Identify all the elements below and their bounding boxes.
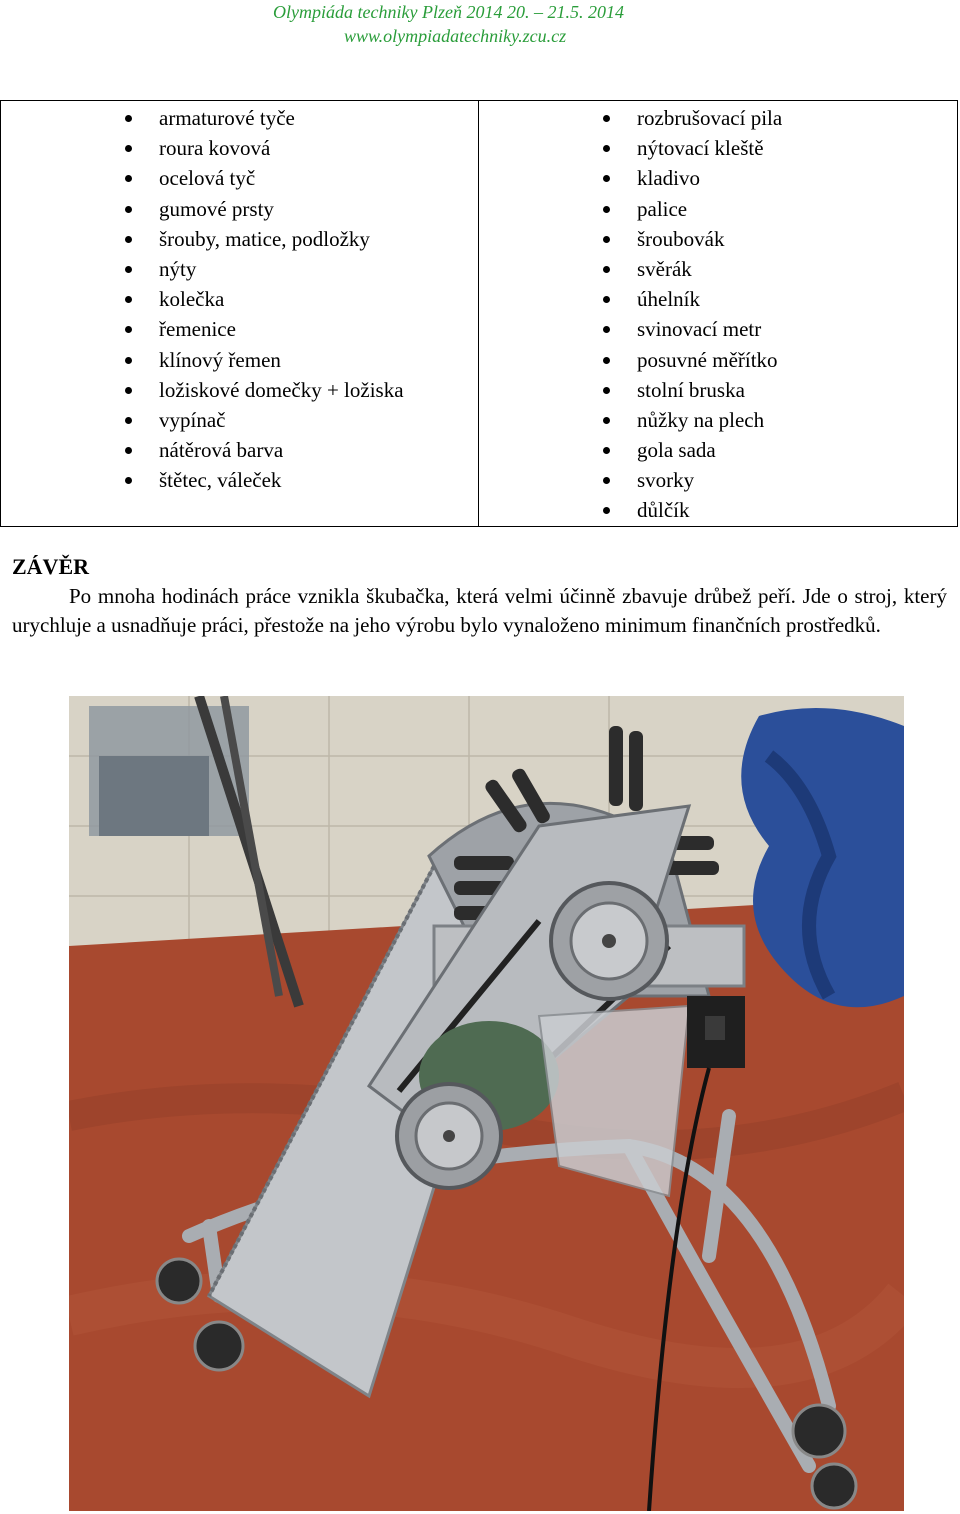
bullet-icon xyxy=(125,236,132,243)
tool-item-label: svinovací metr xyxy=(637,317,762,342)
bullet-icon xyxy=(125,206,132,213)
bullet-icon xyxy=(125,387,132,394)
bullet-icon xyxy=(603,206,610,213)
tool-item-label: šroubovák xyxy=(637,226,725,251)
tool-item xyxy=(479,224,957,254)
tool-item-label: nýtovací kleště xyxy=(637,136,764,161)
bullet-icon xyxy=(125,326,132,333)
tool-item-label: rozbrušovací pila xyxy=(637,106,783,130)
material-item-label: kolečka xyxy=(159,287,225,312)
machine-photo xyxy=(69,696,904,1511)
tool-item xyxy=(479,345,957,375)
material-item-label: nátěrová barva xyxy=(159,438,284,463)
tool-item-label: úhelník xyxy=(637,287,700,312)
material-item-label: roura kovová xyxy=(159,136,271,161)
material-item xyxy=(1,224,478,254)
bullet-icon xyxy=(125,296,132,303)
material-item xyxy=(1,194,478,224)
bullet-icon xyxy=(125,145,132,152)
tool-item xyxy=(479,405,957,435)
tool-item xyxy=(479,314,957,344)
material-item xyxy=(1,405,478,435)
bullet-icon xyxy=(603,477,610,484)
bullet-icon xyxy=(603,175,610,182)
bullet-icon xyxy=(603,326,610,333)
materials-tools-table xyxy=(0,100,958,527)
tool-item-label: svorky xyxy=(637,468,695,493)
bullet-icon xyxy=(603,387,610,394)
material-item-label: řemenice xyxy=(159,317,236,342)
tools-cell xyxy=(479,101,958,527)
material-item-label: gumové prsty xyxy=(159,196,274,221)
bullet-icon xyxy=(125,115,132,122)
bullet-icon xyxy=(125,477,132,484)
material-item xyxy=(1,254,478,284)
tool-item-label: gola sada xyxy=(637,438,716,463)
bullet-icon xyxy=(603,507,610,514)
bullet-icon xyxy=(603,145,610,152)
header-event-title: Olympiáda techniky Plzeň 2014 20. – 21.5. 2014 xyxy=(273,2,624,22)
material-item xyxy=(1,314,478,344)
bullet-icon xyxy=(125,175,132,182)
materials-cell xyxy=(1,101,479,527)
bullet-icon xyxy=(603,357,610,364)
bullet-icon xyxy=(603,296,610,303)
material-item xyxy=(1,345,478,375)
material-item-label: ložiskové domečky + ložiska xyxy=(159,377,404,402)
material-item-label: armaturové tyče xyxy=(159,106,295,130)
material-item xyxy=(1,133,478,163)
conclusion-heading: ZÁVĚR xyxy=(12,554,90,579)
material-item-label: vypínač xyxy=(159,407,226,432)
bullet-icon xyxy=(125,417,132,424)
tool-item xyxy=(479,103,957,133)
tool-item xyxy=(479,133,957,163)
material-item xyxy=(1,465,478,495)
tool-item-label: posuvné měřítko xyxy=(637,347,778,372)
tool-item xyxy=(479,435,957,465)
material-item-label: ocelová tyč xyxy=(159,166,256,191)
plucker-machine-illustration xyxy=(69,696,904,1511)
tool-item-label: palice xyxy=(637,196,688,221)
material-item-label: klínový řemen xyxy=(159,347,281,372)
material-item xyxy=(1,375,478,405)
tool-item-label: svěrák xyxy=(637,256,692,281)
material-item xyxy=(1,284,478,314)
material-item-label: nýty xyxy=(159,256,197,281)
tool-item xyxy=(479,495,957,525)
conclusion-paragraph: Po mnoha hodinách práce vznikla škubačka, která velmi účinně zbavuje drůbež peří. Jde o stroj, který urychluje a usnadňuje práci, přestože na jeho výrobu bylo vynaloženo minimum finančních prostředků. xyxy=(12,584,947,637)
bullet-icon xyxy=(125,357,132,364)
conclusion-section xyxy=(12,553,947,640)
bullet-icon xyxy=(603,266,610,273)
bullet-icon xyxy=(125,447,132,454)
tool-item-label: důlčík xyxy=(637,498,690,523)
material-item xyxy=(1,163,478,193)
bullet-icon xyxy=(125,266,132,273)
tool-item xyxy=(479,163,957,193)
bullet-icon xyxy=(603,236,610,243)
material-item xyxy=(1,103,478,133)
tool-item-label: kladivo xyxy=(637,166,700,191)
header-website: www.olympiadatechniky.zcu.cz xyxy=(344,26,567,46)
material-item-label: štětec, váleček xyxy=(159,468,282,493)
tools-list xyxy=(479,101,957,526)
bullet-icon xyxy=(603,115,610,122)
tool-item-label: stolní bruska xyxy=(637,377,745,402)
bullet-icon xyxy=(603,447,610,454)
materials-list xyxy=(1,101,478,495)
tool-item xyxy=(479,375,957,405)
tool-item xyxy=(479,284,957,314)
material-item xyxy=(1,435,478,465)
tool-item xyxy=(479,194,957,224)
tool-item xyxy=(479,254,957,284)
tool-item-label: nůžky na plech xyxy=(637,407,765,432)
bullet-icon xyxy=(603,417,610,424)
material-item-label: šrouby, matice, podložky xyxy=(159,226,370,251)
tool-item xyxy=(479,465,957,495)
